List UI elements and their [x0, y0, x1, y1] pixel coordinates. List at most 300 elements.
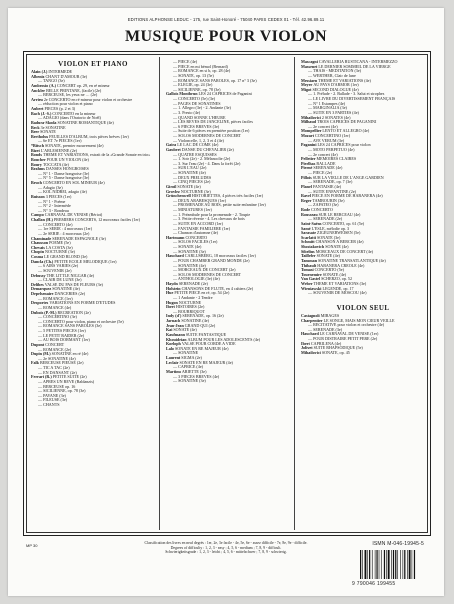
work-title: SUR LE BERCEAU (4e): [318, 212, 361, 217]
work-title: — TANGO (3e): [38, 79, 65, 84]
work-title: — SONATINE (3e): [173, 379, 206, 384]
work-title: NOCTURNE (3e): [45, 250, 75, 255]
composer-name: Hartmann: [166, 235, 186, 240]
work-title: — AU BOIS DORMANT (1er): [38, 338, 90, 343]
work-title: — TIC A TAC (2e): [38, 366, 70, 370]
composer-name: Leclair: [166, 360, 180, 365]
composer-name: Ibert: [301, 341, 311, 346]
work-title: — SONATINE (4e): [173, 171, 206, 175]
composer-name: Milhaud: [301, 120, 318, 125]
work-title: ZIGEUNERWEISEN (5e): [317, 231, 361, 236]
composer-name: Castagnoli: [301, 313, 321, 318]
work-title: — WERTHER, Clair de lune: [308, 73, 356, 78]
composer-name: Depelsenaire: [31, 292, 55, 296]
work-title: SUITE RHAPSODIQUE (5e): [313, 346, 363, 351]
composer-name: Bizet: [31, 148, 41, 153]
composer-name: Messiaen: [301, 78, 319, 83]
work-title: — THAIS - MEDITATION (3e): [308, 69, 362, 74]
work-title: — N° 1 Estampes (4e): [308, 101, 346, 106]
work-title: PETITE ECOLE MELODIQUE (1er): [54, 259, 117, 264]
work-title: LES 24 CAPRICES pour violon: [317, 143, 371, 148]
difficulty-legend-en: Degrees of difficulty : 1, 2, 3 - easy ; 4, 5, 6 - medium ; 7, 8, 9 - difficult.: [170, 545, 282, 550]
work-title: THE LITTLE NIGGAR (4e): [46, 273, 94, 278]
work-title: — N° 1 - Poème: [38, 199, 66, 204]
work-title: — PAGES DE SONATINES: [173, 101, 221, 106]
composer-name: Laurent: [166, 356, 182, 360]
work-title: — N° 3 - Rondeau: [38, 208, 69, 213]
work-title: TAMBOURIN (3e): [312, 198, 345, 203]
composer-name: Schmitt: [301, 240, 316, 245]
work-title: FANTAISIE (4e): [312, 184, 342, 189]
work-title: — 6 AIRS VARIES (2e): [38, 264, 79, 269]
work-title: — SERENADE, op. 7 (3e): [308, 180, 353, 185]
work-title: — 2e concert (4e): [308, 124, 338, 129]
composer-name: Mozart: [301, 134, 315, 138]
work-title: SONATE (3e): [317, 235, 341, 240]
composer-name: Khouidrian: [166, 337, 188, 342]
composer-name: Hugon: [166, 300, 179, 305]
work-title: — 6e ET 7e PIECES (1er): [38, 139, 82, 144]
work-title: HISTOIRES (2e): [175, 305, 205, 310]
composer-name: Hue: [166, 291, 175, 296]
catalog-entry: [301, 291, 425, 296]
work-title: THEME ET VARIATIONS, extrait de la «Grande Sonate en trio»: [42, 153, 151, 158]
composer-name: Desportes: [31, 301, 50, 306]
work-title: — SOLOS MODERNES DE CONCERT: [173, 272, 241, 277]
work-title: 3 PIECES (1er): [45, 194, 72, 199]
work-title: LE DERNIER SOMMEIL DE LA VIERGE: [318, 64, 391, 69]
work-title: — ADAGIO (dans l'Oratorio de Noël): [38, 116, 101, 121]
composer-name: Mascagni: [301, 60, 319, 64]
work-title: SONATE (4e): [325, 245, 349, 249]
work-title: SUR LA VIELLE DE L'ANGE GARDIEN: [312, 175, 384, 180]
composer-name: Beer: [31, 130, 41, 135]
composer-name: *Bitsch: [31, 144, 45, 148]
work-title: — 2e SONATINE (4e): [38, 356, 76, 361]
composer-name: Jarnach: [166, 319, 182, 323]
composer-name: Chausson: [31, 241, 50, 246]
work-title: — SICILIENNE, op. 78 (3e): [173, 87, 221, 92]
work-title: — MORCEAUX DE CONCERT (2e): [173, 268, 236, 273]
work-title: SIGMA (2e): [181, 356, 202, 360]
composer-name: Delibes: [31, 282, 45, 287]
composer-name: Bruch: [31, 181, 43, 185]
work-title: — 1. Prélude - 2. Ballade - 3. Salut et strophes: [308, 92, 385, 97]
composer-name: Pierlhas: [301, 161, 317, 166]
work-title: CONCERTO: [185, 235, 208, 240]
work-title: FEUILLES D'ALBUM, trois pièces brèves (1er): [49, 134, 129, 139]
work-title: LES 24 CAPRICES de Paganini: [198, 92, 252, 97]
work-title: — Suite de 6 pièces en première position (1er): [173, 129, 250, 134]
work-title: — CONCERTO (5e) (3e): [173, 97, 216, 101]
composer-name: Boury: [31, 162, 43, 167]
work-title: — SOLOS FACILES (1er): [173, 240, 218, 245]
composer-name: Gaira: [166, 143, 178, 148]
composer-name: Chopin: [31, 250, 45, 255]
composer-name: Buisson: [31, 194, 46, 199]
work-title: CONCERT op. 29, en ré mineur: [56, 83, 110, 88]
composer-name: Haydn: [166, 282, 179, 286]
composer-name: Dupin (M.): [31, 352, 52, 357]
work-title: SERENADE (4e): [313, 166, 343, 171]
catalog-column-2: [166, 60, 290, 384]
work-title: CONCERTINO (1er): [314, 134, 351, 138]
composer-name: Shostakovich: [301, 245, 326, 249]
work-title: NOCTURNE: [178, 300, 202, 305]
work-title: — FANTAISIE FAMILIERE (1er): [173, 226, 231, 231]
work-title: RECREATION (2e): [57, 310, 91, 315]
work-title: — CONCERTINO (3e): [38, 315, 77, 320]
work-title: DANSES HONGROISES: [45, 167, 89, 172]
publisher-line: EDITIONS ALPHONSE LEDUC - 175, rue Saint-Honoré - 75040 PARIS CEDEX 01 - Tél. 42.96.89.11: [127, 17, 325, 22]
work-title: ALBUM POUR LES ADOLESCENTS (4e): [187, 337, 261, 342]
work-title: GRAND QUI (2e): [184, 323, 216, 328]
work-title: — ANTHOLOGIE (3e) (4e): [173, 277, 220, 282]
work-title: — CONCERTO (4e): [38, 222, 73, 227]
work-title: — SOUVENIR DE MOSCOU (4e): [308, 291, 367, 296]
work-title: SONATINE ROMANTIQUE (4e): [57, 120, 114, 125]
composer-name: Martinu: [166, 369, 182, 374]
work-title: — LE LIVRE DU DIVERTISSEMENT FRANÇAIS: [308, 97, 396, 101]
work-title: — SOUVENIR (2e): [38, 268, 72, 273]
work-title: — SICILIENNE, op. 78 (3e): [38, 389, 86, 394]
work-title: CONCERTO, op. 61 (5e): [322, 221, 365, 226]
composer-name: Badura-Skoda: [31, 120, 58, 125]
work-title: VARIATIONS EN FORME D'ETUDES: [49, 301, 116, 306]
work-title: — 1re SERIE : 4 morceaux (1er): [38, 227, 93, 232]
work-title: SERENADE ESPAGNOLE (3e): [52, 236, 106, 241]
composer-name: Beck: [31, 125, 41, 130]
difficulty-legend-de: Schwierigkeitsgrade : 1, 2, 3 - leicht ; 4, 5, 6 - mittelschwer ; 7, 8, 9 - schwierig.: [165, 550, 287, 555]
work-title: — BOURRIQUOT: [173, 309, 205, 314]
composer-name: Arrieu: [31, 97, 44, 102]
work-title: — RECITATIVE pour violon et orchestre (4e): [308, 323, 385, 328]
work-title: LE SONGE, MAIS MON CŒUR VEILLE: [323, 318, 395, 323]
work-title: — ROMANCE (2e): [38, 347, 72, 352]
work-title: LEGENDE, op. 17: [322, 286, 354, 291]
section-heading: VIOLON ET PIANO: [58, 60, 128, 68]
composer-name: Grovlez: [166, 189, 181, 194]
composer-name: Planel: [301, 184, 313, 189]
section-heading: VIOLON SEUL: [336, 303, 390, 312]
work-title: CHANSONS DE FLUTE, en 4 cahiers (2e): [181, 286, 254, 291]
work-title: 3e SONATINE: [40, 125, 66, 130]
composer-name: Campo: [31, 213, 45, 218]
composer-name: Albeniz: [31, 74, 46, 79]
work-title: LE GRAND BLOND (3e): [44, 255, 88, 259]
work-title: — 2e concert (4e): [308, 152, 338, 157]
work-title: SONATE EN RE MAJEUR (4e): [179, 360, 233, 365]
work-title: — ELEGIE, op. 24 (3e): [173, 83, 213, 88]
work-title: SONATE (4e): [316, 254, 340, 259]
composer-name: Mihailovici: [301, 350, 322, 355]
composer-name: Holstein: [166, 286, 182, 291]
work-title: MIRAGES: [320, 313, 340, 318]
work-title: TOCCATA (4e): [42, 162, 69, 167]
work-title: VALSE DU PAS DE FLEURS (3e): [44, 282, 103, 287]
work-title: LE LAC DE COME (4e): [177, 143, 219, 148]
composer-name: Ibert: [166, 305, 176, 310]
work-title: — CHANTS: [38, 403, 60, 407]
work-title: CARNAVAL DE VENISE (Bériot): [44, 213, 103, 218]
work-title: HISTORIETTES, 4 pièces très faciles (1er): [191, 194, 264, 199]
work-title: BERCEUSE PIEUSE (2e): [40, 361, 84, 366]
work-title: — SUITE EN ACCORD (1er): [173, 221, 224, 226]
work-title: — CONCERTO pour violon, piano et orchestre (5e): [38, 319, 124, 324]
composer-name: Lalo: [166, 346, 175, 351]
composer-name: Thibault: [301, 263, 318, 268]
work-title: — 3. Presto (4e): [173, 110, 201, 115]
composer-name: Kaufmann: [166, 332, 186, 337]
work-title: — 1. Soir (2e) - 2. Mélancolie (2e): [173, 157, 231, 162]
catalog-column-3: [301, 60, 425, 356]
work-title: — PIECE (4e): [173, 60, 198, 64]
composer-name: Dubois (P.-M.): [31, 310, 58, 315]
work-title: SONATINE en ré (4e): [51, 352, 89, 357]
composer-name: Ferrari (R.): [31, 375, 53, 380]
work-title: — LES REVES DE JANCELINE, pièces faciles: [173, 120, 253, 125]
work-title: — réduction pour violon et piano: [38, 102, 93, 107]
composer-name: Saint-Saëns: [301, 221, 323, 226]
composer-name: Jolivet: [301, 346, 314, 351]
composer-name: Bertholus: [31, 134, 50, 139]
work-title: LE CARNAVAL DE VENISE (1er): [319, 332, 379, 337]
composer-name: Gallois Montbrun: [166, 92, 199, 97]
barcode-number: 9 790046 199455: [352, 581, 396, 587]
composer-name: Weber: [301, 282, 314, 286]
work-title: — N° 5 - Danse hongroise (3e): [38, 176, 90, 181]
work-title: INTERMEDE: [48, 70, 73, 74]
work-title: CONCERTO: [311, 208, 333, 212]
work-title: — SONATE (4e): [173, 245, 202, 249]
work-title: CAVALLERIA RUSTICANA - INTERMEZZO: [318, 60, 398, 64]
work-title: — 5 PETITES PIECES (1er): [38, 329, 86, 333]
work-title: — MARGINALIA (3e): [308, 106, 347, 111]
composer-name: Challan (H.): [31, 218, 54, 222]
composer-name: Pierné: [301, 166, 314, 171]
work-title: SONATINE (4e): [181, 319, 209, 323]
work-title: SERENADE (2e): [178, 282, 208, 286]
work-title: — QUATRE ESQUISSES: [173, 152, 217, 157]
work-title: PIECES (p. 2 et 3): [44, 107, 76, 111]
work-title: NOCTURNE (3e): [180, 189, 211, 194]
work-title: CAPRILENA (4e): [310, 341, 342, 346]
work-title: DANCERIES (2e): [54, 292, 86, 296]
work-title: LENTO ET ALLEGRO (4e): [322, 129, 370, 134]
work-title: — N° 2 - Intermède: [38, 204, 71, 209]
work-title: MEMOIRES CLAIRES: [316, 157, 357, 162]
work-title: BALLADE: [316, 161, 336, 166]
work-title: — PROMENADE AU BOIS, petite suite enfantine (1er): [173, 203, 266, 208]
work-title: — N° 1 - Danse hongroise (3e): [38, 171, 90, 176]
composer-name: Reger: [301, 198, 313, 203]
work-title: — SUITE ENFANTINE (2e): [308, 189, 357, 194]
work-title: — 3 PIECES BREVES (4e): [173, 374, 220, 379]
composer-name: Mihailovici: [301, 115, 322, 120]
work-title: TROIS CAPRICES DE PAGANINI: [317, 120, 377, 125]
work-title: — SONATINE: [173, 351, 199, 356]
work-title: — SONATINE (3e): [173, 249, 206, 254]
work-title: — 3. Sur l'eau (2e) - 4. Dans la forêt (2e): [173, 161, 241, 166]
work-title: — PIECE en mi bémol (Bernard): [173, 64, 228, 69]
work-title: CONCERTO EN SOL MINEUR (4e): [42, 181, 105, 185]
composer-name: Sarasate: [301, 231, 318, 236]
work-title: 2 SONATES (4e): [321, 115, 351, 120]
composer-name: Boucher: [31, 157, 47, 162]
work-title: — 6 PIECES BREVES (3e): [173, 124, 220, 129]
work-title: POEME (5e): [49, 241, 71, 246]
work-title: — 1. Préambule pour la promenade - 2. Toupie: [173, 212, 251, 217]
work-title: — ZAPATEO (3e): [308, 203, 339, 208]
work-title: BELLE PRINTANE, (facile) (2e): [46, 88, 102, 93]
catalog-entry: [301, 351, 425, 356]
composer-name: Chevais: [31, 245, 46, 250]
work-title: SONATE: [40, 130, 56, 135]
composer-name: Pelletier: [301, 157, 317, 162]
work-title: — ROMANCE SANS PAROLES, op. 17 n° 3 (3e): [173, 78, 257, 83]
composer-name: Sibelius: [301, 249, 316, 254]
page-title: MUSIQUE POUR VIOLON: [125, 28, 327, 45]
work-title: CHANSON A BERCER (4e): [315, 240, 364, 245]
work-title: SERENADE, op. 16 (2e): [182, 314, 224, 319]
work-title: AU PAYS D'ARMOR (1er): [313, 83, 359, 88]
work-title: PETITE SUITE (2e): [52, 375, 87, 380]
composer-name: Rode: [301, 208, 312, 212]
composer-name: Indy (d'): [166, 314, 183, 319]
work-title: SONATE, premier mouvement (4e): [45, 144, 104, 148]
work-title: CONCERTO en la mineur: [52, 111, 96, 116]
work-title: SONATE EN RE MAJEUR (4e): [175, 346, 229, 351]
composer-name: Ambrosio (A.): [31, 83, 57, 88]
work-title: MORCEAUX DE CONCERT (4e): [315, 249, 374, 254]
composer-name: Migot: [301, 87, 313, 92]
work-title: DANSE DU CHEVALIER (2e): [181, 147, 234, 152]
work-title: SONATINE TRANSATLANTIQUE (4e): [318, 258, 386, 263]
composer-name: Grünchenwell: [166, 194, 192, 199]
work-title: HABANERA CREOLE (4e): [317, 263, 365, 268]
work-title: L'ESLE, mélodie op. 3: [311, 226, 350, 231]
work-title: — SERENADE (3e): [308, 327, 343, 332]
composer-name: Tournemire: [301, 272, 323, 277]
work-title: — BERCEUSE op. 16: [38, 384, 76, 389]
composer-name: Mompellier: [301, 129, 323, 134]
work-title: — DEUX ARABESQUES (1er): [173, 198, 227, 203]
composer-name: Cosma: [31, 255, 45, 259]
composer-name: Rousseau: [301, 212, 319, 217]
work-title: — 3. Petite rêverie - 4. Les chevaux de bois: [173, 217, 245, 222]
composer-name: Van Gastel: [301, 277, 322, 282]
work-title: — ROMANCE (4e): [38, 305, 72, 310]
work-title: SONATE (4e): [173, 328, 197, 333]
composer-name: Gaubert: [166, 147, 182, 152]
composer-name: Meyer: [301, 83, 314, 88]
composer-name: Jean-Jean: [166, 323, 185, 328]
work-title: PETITE PIECE en ré, op. 54 (2e): [174, 291, 230, 296]
composer-name: Hauchard: [301, 332, 320, 337]
composer-name: Massenet: [301, 64, 319, 69]
composer-name: Charpentier: [301, 318, 324, 323]
composer-name: Tansman: [301, 258, 319, 263]
work-title: — ROMANCE en si b, op. 28 (4e): [173, 69, 231, 74]
catalog-code: MP 30: [26, 543, 38, 548]
work-title: — QUAND SONNE L'HEURE: [173, 115, 226, 120]
work-title: SONATE (4e): [177, 184, 201, 189]
composer-name: Pillois: [301, 175, 313, 180]
work-title: — SONATINE (4e): [173, 263, 206, 268]
composer-name: Falk: [31, 361, 40, 366]
catalog-frame: [23, 51, 431, 536]
work-title: PIECE EN FORME DE HABANERA (4e): [312, 194, 383, 199]
work-title: — MINIATURES (1er): [173, 208, 212, 212]
composer-name: Debussy: [31, 273, 47, 278]
composer-name: Wieniawski: [301, 286, 323, 291]
composer-name: Koeloph: [166, 342, 182, 347]
work-title: — PIECE (2e): [308, 171, 333, 175]
work-title: — BERCEUSE, les yeux ne … (2e): [38, 93, 98, 98]
composer-name: Dupont: [31, 342, 46, 347]
difficulty-legend: [108, 541, 344, 555]
catalog-entry: [166, 379, 290, 384]
work-title: SCHERZO, op. 52: [321, 277, 353, 282]
work-title: — 2e SERIE : 4 morceaux (2e): [38, 231, 90, 236]
work-title: — CINQ PIECES (2e): [173, 180, 211, 185]
composer-name: Alain (J.): [31, 70, 49, 74]
work-title: CONCERTO (5e): [314, 268, 344, 273]
composer-name: Bach (J.-S.): [31, 111, 53, 116]
work-title: — SUITE EN 3 PARTIES (4e): [308, 110, 359, 115]
work-title: — AVE VERUM (3e): [308, 138, 345, 143]
work-title: VALSE POUR CORDE A VIDE: [181, 342, 236, 347]
work-title: — Chanson d'automne (4e): [173, 231, 218, 236]
work-title: ARIETTE (3e): [181, 369, 207, 374]
work-title: — CAPRICE (4e): [173, 365, 204, 370]
catalog-page: [8, 8, 444, 596]
work-title: — PAVANE (3e): [38, 393, 66, 398]
work-title: — Violoncelle, 1, 2, 3 et 4 (4e): [173, 138, 224, 143]
composer-name: Tomasi: [301, 268, 315, 273]
work-title: — Adagio (3e): [38, 185, 63, 190]
catalog-column-1: [31, 60, 155, 408]
work-title: — EN DANSANT (2e): [38, 370, 77, 375]
composer-name: Paganini: [301, 143, 318, 148]
composer-name: Dancla (Ch.): [31, 259, 55, 264]
work-title: — APRES UN REVE (Baldanzis): [38, 379, 95, 384]
composer-name: Kai: [166, 328, 174, 333]
work-title: SONATE, op. 45: [321, 350, 350, 355]
work-title: THEME ET VARIATIONS (3e): [313, 282, 367, 286]
composer-name: Samé: [301, 226, 312, 231]
composer-name: Brahms: [31, 167, 46, 172]
work-title: — DEUX PRELUDES: [173, 175, 212, 180]
work-title: — SERENADE (2e): [308, 217, 343, 222]
work-title: POUR UN VIOLON (4e): [46, 157, 89, 162]
composer-name: Giroil: [166, 184, 178, 189]
work-title: — FILEUSE (3e): [38, 398, 68, 403]
work-title: — POUR CHAMBER GRAND MONDE (2e): [173, 258, 250, 263]
work-title: 2e CONCERTO en ré mineur pour violon et orchestre: [43, 97, 133, 102]
composer-name: Chaminade: [31, 236, 53, 241]
work-title: — ROMANCE SANS PAROLES (3e): [38, 324, 102, 329]
work-title: SECOND DIALOGUE (4e): [312, 87, 359, 92]
barcode-image: [358, 549, 429, 580]
work-title: — ROMANCE (1er): [38, 296, 73, 301]
work-title: CHANT D'AMOUR (3e): [45, 74, 88, 79]
composer-name: Demarquez: [31, 287, 53, 292]
work-title: — SONATE, op. 13 (5e): [173, 73, 214, 78]
work-title: — SOLOS MODERNES DE CONCERT: [173, 134, 241, 138]
work-title: SONATINE (4e): [52, 287, 80, 292]
work-title: — 1 Andante - 2 Tendre: [173, 295, 213, 300]
